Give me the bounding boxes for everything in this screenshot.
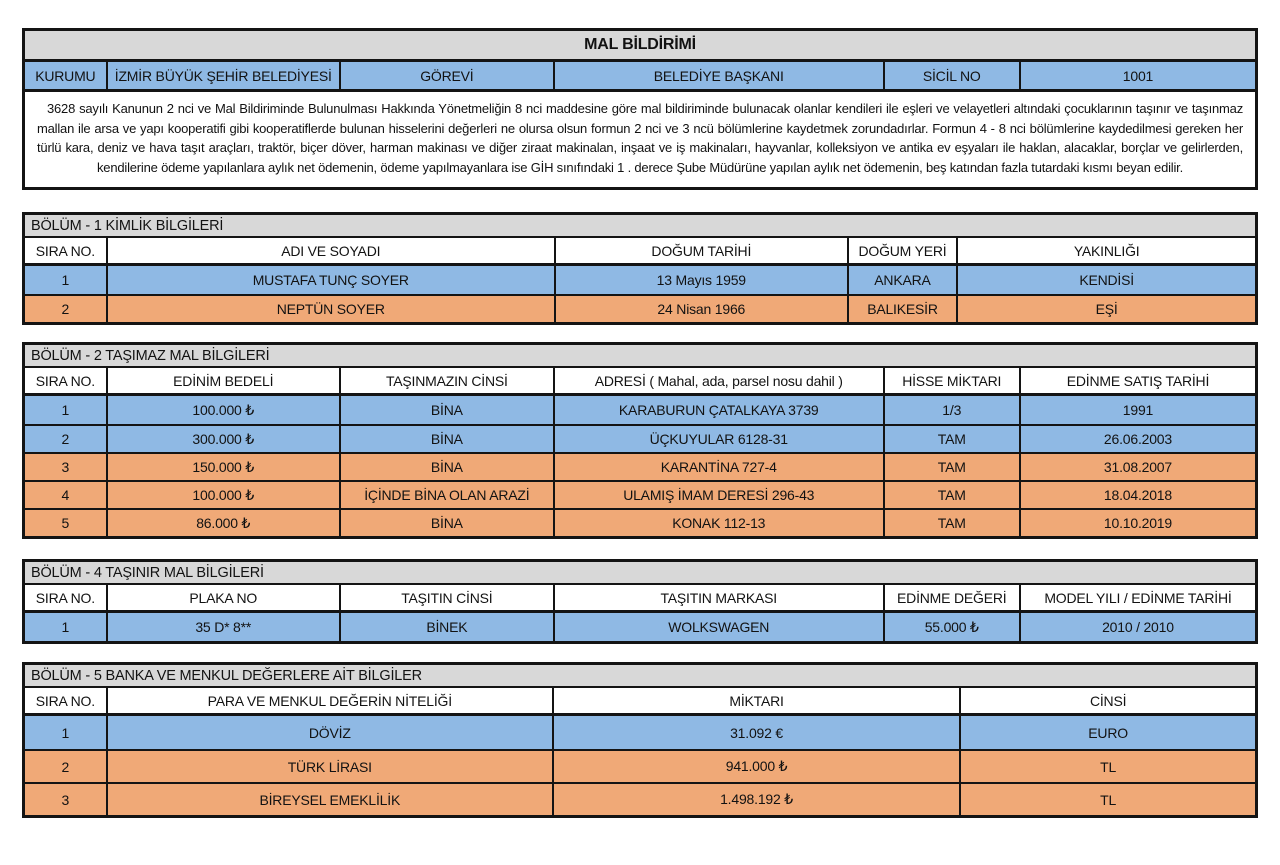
document-title: MAL BİLDİRİMİ [25,31,1255,62]
column-header: SIRA NO. [35,589,95,606]
table-cell: 2010 / 2010 [1019,613,1255,641]
column-header: SIRA NO. [35,242,95,259]
table-cell: 5 [61,515,70,531]
section-title: BÖLÜM - 1 KİMLİK BİLGİLERİ [25,215,1255,238]
column-header: EDİNİM BEDELİ [106,368,339,393]
column-header: DOĞUM YERİ [847,238,957,263]
table-cell: 1 [61,402,70,418]
table-row [25,613,1255,641]
table-cell: 3 [61,459,70,475]
table-cell: 2 [61,431,70,447]
section-bolum-2-tasimaz-mal [22,342,1258,539]
column-header: MİKTARI [552,688,959,713]
gorevi-value: BELEDİYE BAŞKANI [553,62,883,89]
table-header-row [25,688,1255,716]
table-cell: 4 [61,487,70,503]
table-cell: BİNA [339,510,553,536]
table-cell: TAM [883,482,1019,508]
table-cell: NEPTÜN SOYER [106,296,554,322]
column-header: TAŞITIN CİNSİ [339,585,553,610]
table-cell: TAM [883,510,1019,536]
kurumu-value: İZMİR BÜYÜK ŞEHİR BELEDİYESİ [106,62,339,89]
section-bolum-5-banka-menkul [22,662,1258,818]
table-cell: BİNA [339,426,553,452]
table-cell: 1/3 [883,396,1019,424]
table-header-row [25,585,1255,613]
table-cell: TÜRK LİRASI [106,751,552,782]
table-cell: 150.000 ₺ [106,454,339,480]
table-cell: 2 [61,758,70,775]
section-title: BÖLÜM - 4 TAŞINIR MAL BİLGİLERİ [25,562,1255,585]
institution-info-row [25,62,1255,92]
table-cell: 300.000 ₺ [106,426,339,452]
table-cell: 3 [61,791,70,808]
table-row [25,480,1255,508]
column-header: EDİNME DEĞERİ [883,585,1019,610]
table-row [25,749,1255,782]
table-header-row [25,368,1255,396]
section-bolum-1-kimlik [22,212,1258,325]
table-cell: BİNA [339,396,553,424]
table-cell: 941.000 ₺ [552,751,959,782]
column-header: PLAKA NO [106,585,339,610]
table-cell: 55.000 ₺ [883,613,1019,641]
kurumu-label: KURUMU [35,67,96,84]
column-header: ADRESİ ( Mahal, ada, parsel nosu dahil ) [553,368,883,393]
table-row [25,424,1255,452]
table-cell: ANKARA [847,266,957,294]
table-cell: DÖVİZ [106,716,552,749]
table-cell: BİNEK [339,613,553,641]
table-cell: TL [959,784,1255,815]
table-cell: 1991 [1019,396,1255,424]
table-cell: 10.10.2019 [1019,510,1255,536]
table-cell: 1 [61,619,70,635]
table-cell: 1 [61,724,70,741]
table-header-row [25,238,1255,266]
table-cell: 31.08.2007 [1019,454,1255,480]
table-cell: 1.498.192 ₺ [552,784,959,815]
table-cell: TAM [883,426,1019,452]
table-cell: BİNA [339,454,553,480]
table-row [25,294,1255,322]
header-block [22,28,1258,190]
gorevi-label: GÖREVİ [339,62,553,89]
table-cell: TL [959,751,1255,782]
table-cell: 100.000 ₺ [106,482,339,508]
table-cell: 13 Mayıs 1959 [554,266,847,294]
table-row [25,396,1255,424]
column-header: TAŞINMAZIN CİNSİ [339,368,553,393]
sicil-no-label: SİCİL NO [883,62,1019,89]
table-row [25,266,1255,294]
table-cell: 1 [61,272,70,288]
table-cell: 2 [61,301,70,317]
table-cell: BALIKESİR [847,296,957,322]
column-header: ADI VE SOYADI [106,238,554,263]
table-cell: İÇİNDE BİNA OLAN ARAZİ [339,482,553,508]
table-cell: EŞİ [956,296,1255,322]
table-cell: EURO [959,716,1255,749]
section-bolum-4-tasinir-mal [22,559,1258,644]
column-header: CİNSİ [959,688,1255,713]
sicil-no-value: 1001 [1019,62,1255,89]
column-header: TAŞITIN MARKASI [553,585,883,610]
table-cell: ULAMIŞ İMAM DERESİ 296-43 [553,482,883,508]
table-cell: 18.04.2018 [1019,482,1255,508]
column-header: SIRA NO. [35,372,95,389]
table-cell: KARABURUN ÇATALKAYA 3739 [553,396,883,424]
table-cell: 100.000 ₺ [106,396,339,424]
column-header: PARA VE MENKUL DEĞERİN NİTELİĞİ [106,688,552,713]
table-cell: TAM [883,454,1019,480]
section-title: BÖLÜM - 5 BANKA VE MENKUL DEĞERLERE AİT BİLGİLER [25,665,1255,688]
table-cell: WOLKSWAGEN [553,613,883,641]
column-header: DOĞUM TARİHİ [554,238,847,263]
table-cell: 86.000 ₺ [106,510,339,536]
table-cell: BİREYSEL EMEKLİLİK [106,784,552,815]
section-title: BÖLÜM - 2 TAŞIMAZ MAL BİLGİLERİ [25,345,1255,368]
table-row [25,782,1255,815]
column-header: SIRA NO. [35,692,95,709]
table-cell: 26.06.2003 [1019,426,1255,452]
legal-notice-text: 3628 sayılı Kanunun 2 nci ve Mal Bildiriminde Bulunulması Hakkında Yönetmeliğin 8 nci maddesine göre mal bildiriminde bulunacak olanlar kendileri ile eşleri ve velayetleri altındaki çocuklarının taşınır ve taşınmaz mallan ile arsa ve yapı kooperatifi gibi kooperatiflerde bulunan hisselerini değerleri ne olursa olsun formun 2 nci ve 3 ncü bölümlerine kaydetmek zorundadırlar. Formun 4 - 8 nci bölümlerine kaydedilmesi gereken her türlü kara, deniz ve hava taşıt araçları, traktör, biçer döver, harman makinası ve diğer ziraat makinalan, inşaat ve iş makinaları, hayvanlar, kolleksiyon ve antika ev eşyaları ile haklan, alacaklar, borçlar ve gelirlerden, kendilerine ödeme yapılanlara aylık net ödemenin, ödeme yapılmayanlara ise GİH sınıfındaki 1 . derece Şube Müdürüne yapılan aylık net ödemenin, beş katından fazla tutardaki kısmı beyan edilir. [37,101,1243,175]
column-header: MODEL YILI / EDİNME TARİHİ [1019,585,1255,610]
column-header: YAKINLIĞI [956,238,1255,263]
table-row [25,508,1255,536]
table-cell: 31.092 € [552,716,959,749]
table-cell: MUSTAFA TUNÇ SOYER [106,266,554,294]
table-cell: KARANTİNA 727-4 [553,454,883,480]
table-cell: KENDİSİ [956,266,1255,294]
column-header: EDİNME SATIŞ TARİHİ [1019,368,1255,393]
table-row [25,716,1255,749]
table-cell: 35 D* 8** [106,613,339,641]
table-cell: 24 Nisan 1966 [554,296,847,322]
table-cell: ÜÇKUYULAR 6128-31 [553,426,883,452]
table-cell: KONAK 112-13 [553,510,883,536]
column-header: HİSSE MİKTARI [883,368,1019,393]
table-row [25,452,1255,480]
